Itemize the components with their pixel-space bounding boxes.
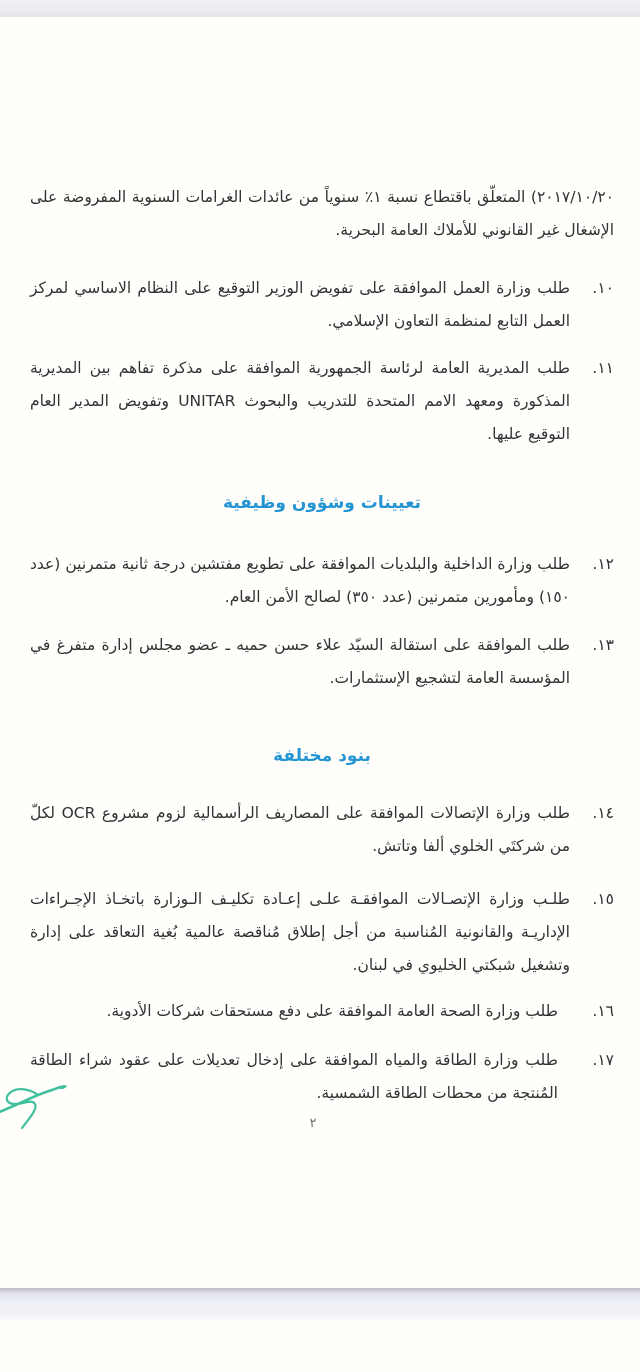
section-heading-appointments: تعيينات وشؤون وظيفية	[222, 493, 422, 513]
agenda-item-10	[30, 272, 614, 338]
section-heading-miscellaneous: بنود مختلفة	[273, 746, 371, 766]
item-text: طلـب وزارة الإتصـالات الموافقـة علـى إعـادة تكليـف الـوزارة باتخـاذ الإجـراءات الإداريـة والقانونية المُناسبة من أجل إطلاق مُناقصة عالمية بُغية التعاقد على إدارة وتشغيل شبكتي الخليوي في لبنان.	[30, 890, 570, 974]
item-number: ١٥.	[592, 890, 614, 908]
agenda-item-16	[30, 995, 614, 1028]
item-text: طلب المديرية العامة لرئاسة الجمهورية الموافقة على مذكرة تفاهم بين المديرية المذكورة ومعهد الامم المتحدة للتدريب والبحوث UNITAR وتفويض المدير العام التوقيع عليها.	[30, 359, 570, 443]
item-number: ١٠.	[592, 279, 614, 297]
item-text: طلب الموافقة على استقالة السيّد علاء حسن حميه ـ عضو مجلس إدارة متفرغ في المؤسسة العامة لتشجيع الإستثمارات.	[30, 636, 570, 687]
item-number: ١٢.	[592, 555, 614, 573]
agenda-item-13	[30, 629, 614, 695]
scan-edge-bottom	[0, 1288, 640, 1321]
page-number: ٢	[309, 1116, 317, 1131]
agenda-item-15	[30, 883, 614, 982]
item-text: طلب وزارة الداخلية والبلديات الموافقة على تطويع مفتشين درجة ثانية متمرنين (عدد ١٥٠) ومأمورين متمرنين (عدد ٣٥٠) لصالح الأمن العام.	[30, 555, 570, 606]
signature-scribble-icon	[0, 1080, 96, 1142]
item-text: طلب وزارة الإتصالات الموافقة على المصاريف الرأسمالية لزوم مشروع OCR لكلّ من شركتَي الخلوي ألفا وتاتش.	[30, 804, 571, 855]
item-number: ١٧.	[592, 1051, 614, 1069]
agenda-item-14	[30, 797, 614, 863]
intro-paragraph: ٢٠١٧/١٠/٢٠) المتعلّق باقتطاع نسبة ١٪ سنوياً من عائدات الغرامات السنوية المفروضة على الإشغال غير القانوني للأملاك العامة البحرية.	[30, 188, 614, 239]
item-number: ١٦.	[592, 1002, 614, 1020]
item-text: طلب وزارة الطاقة والمياه الموافقة على إدخال تعديلات على عقود شراء الطاقة المُنتجة من محطات الطاقة الشمسية.	[30, 1051, 558, 1102]
item-number: ١١.	[592, 359, 614, 377]
item-number: ١٣.	[592, 636, 614, 654]
scan-edge-top	[0, 0, 640, 17]
item-number: ١٤.	[592, 804, 614, 822]
agenda-item-17	[30, 1044, 614, 1110]
agenda-item-11	[30, 352, 614, 451]
agenda-item-12	[30, 548, 614, 614]
item-text: طلب وزارة الصحة العامة الموافقة على دفع مستحقات شركات الأدوية.	[106, 1002, 558, 1020]
item-text: طلب وزارة العمل الموافقة على تفويض الوزير التوقيع على النظام الاساسي لمركز العمل التابع لمنظمة التعاون الإسلامي.	[30, 279, 570, 330]
document-body	[0, 17, 640, 1110]
